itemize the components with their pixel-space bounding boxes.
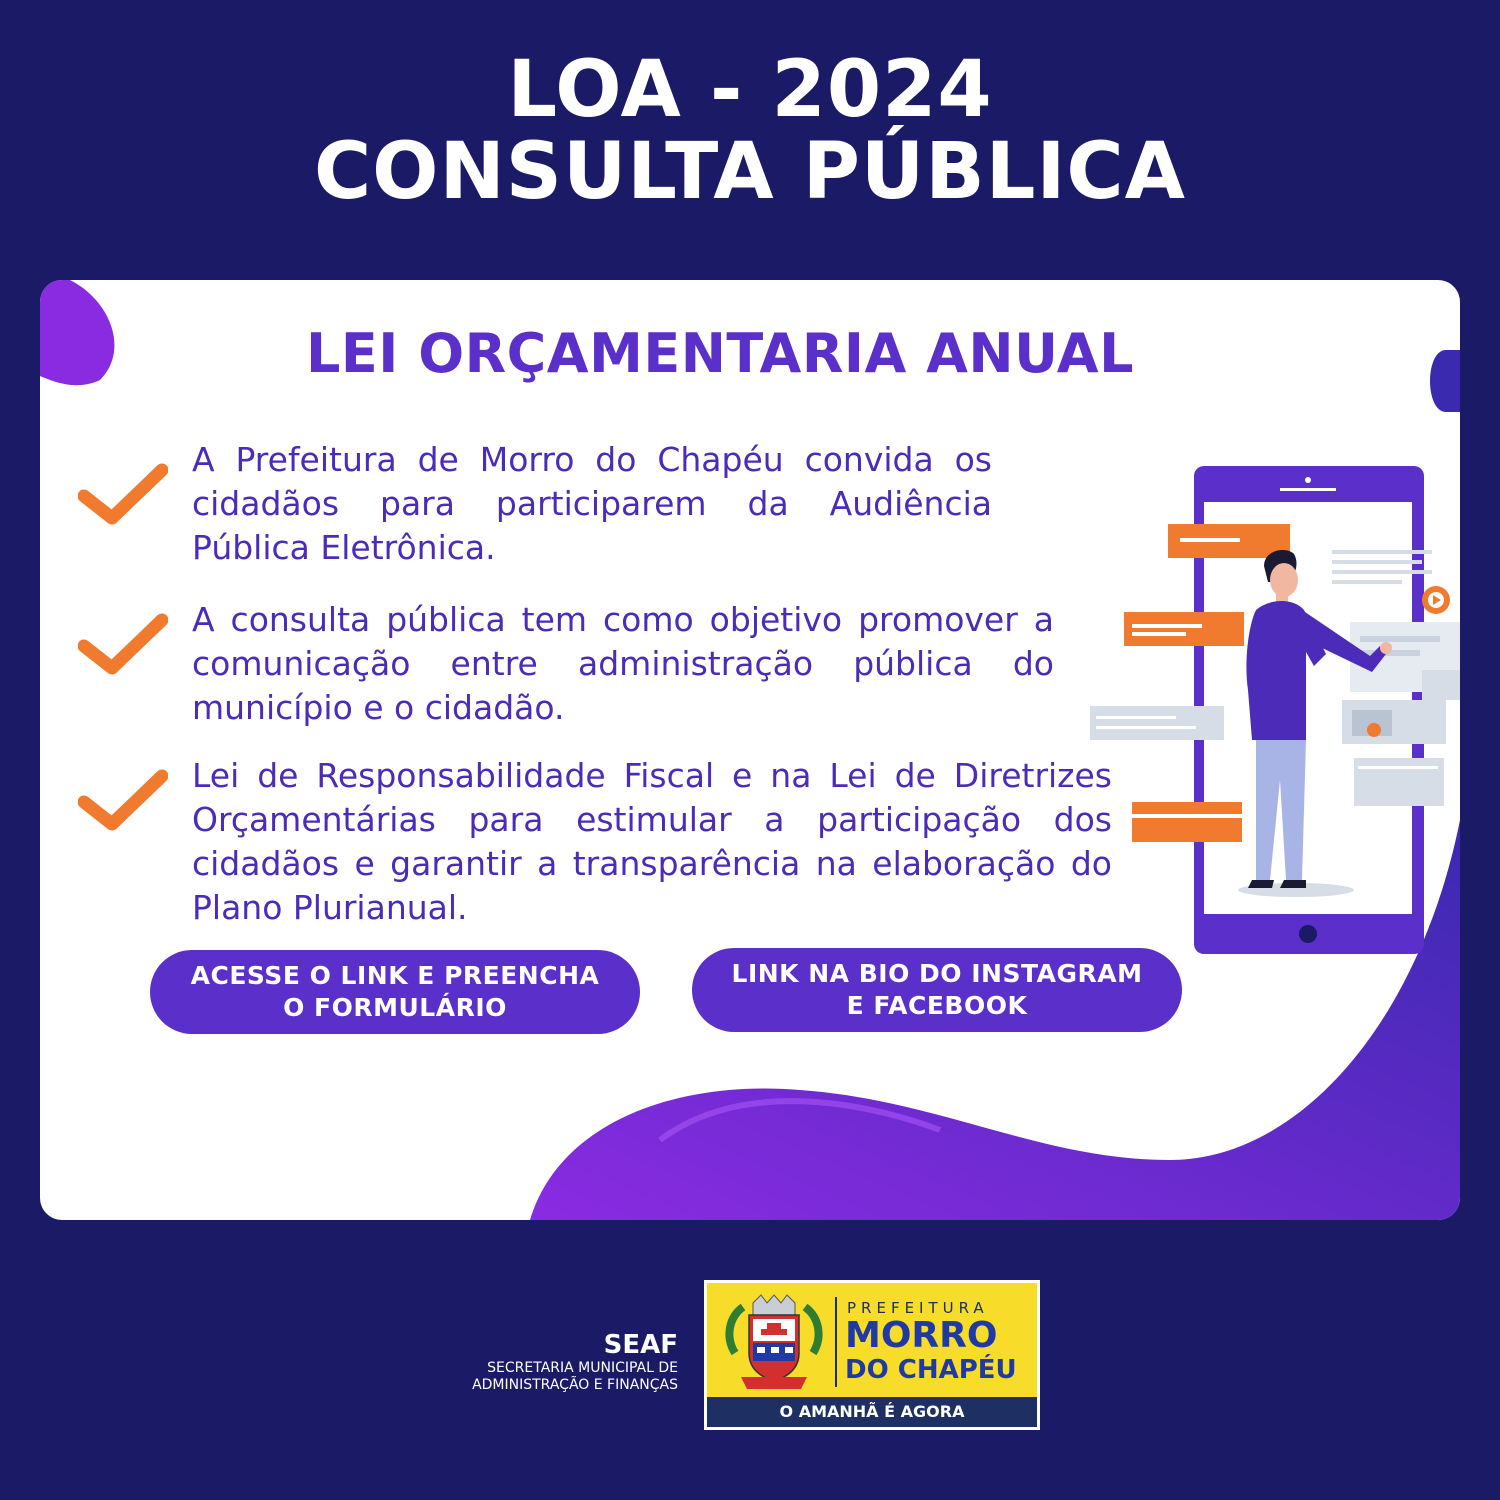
info-card	[40, 280, 1460, 1220]
logo-slogan: O AMANHÃ É AGORA	[707, 1397, 1037, 1427]
logo-prefeitura-text: PREFEITURA	[847, 1299, 989, 1317]
play-icon	[1422, 586, 1450, 614]
check-icon	[78, 460, 168, 530]
list-item-text: A consulta pública tem como objetivo promover a comunicação entre administração pública do município e o cidadão.	[192, 600, 1054, 727]
logo-do-chapeu-text: DO CHAPÉU	[845, 1355, 1017, 1385]
seaf-subtitle-line2: ADMINISTRAÇÃO E FINANÇAS	[472, 1377, 678, 1393]
logo-separator	[835, 1297, 837, 1387]
list-item-text: A Prefeitura de Morro do Chapéu convida os cidadãos para participarem da Audiência Pública Eletrônica.	[192, 440, 992, 567]
seaf-subtitle-line1: SECRETARIA MUNICIPAL DE	[487, 1360, 678, 1376]
prefeitura-logo	[704, 1280, 1040, 1430]
form-link-button[interactable]: ACESSE O LINK E PREENCHA O FORMULÁRIO	[150, 950, 640, 1034]
list-item-text: Lei de Responsabilidade Fiscal e na Lei de Diretrizes Orçamentárias para estimular a participação dos cidadãos e garantir a transparência na elaboração do Plano Plurianual.	[192, 756, 1112, 927]
phone-illustration	[1080, 440, 1460, 1100]
check-icon	[78, 766, 168, 836]
headline-loa: LOA - 2024	[507, 45, 993, 135]
instagram-facebook-button[interactable]: LINK NA BIO DO INSTAGRAM E FACEBOOK	[692, 948, 1182, 1032]
card-title: LEI ORÇAMENTARIA ANUAL	[306, 322, 1134, 385]
city-crest-icon	[721, 1293, 827, 1393]
right-edge-pill	[1430, 350, 1460, 412]
seaf-signature	[420, 1330, 678, 1394]
headline-consulta: CONSULTA PÚBLICA	[313, 127, 1187, 217]
logo-morro-text: MORRO	[845, 1315, 998, 1356]
check-icon	[78, 610, 168, 680]
seaf-title: SEAF	[603, 1330, 678, 1360]
